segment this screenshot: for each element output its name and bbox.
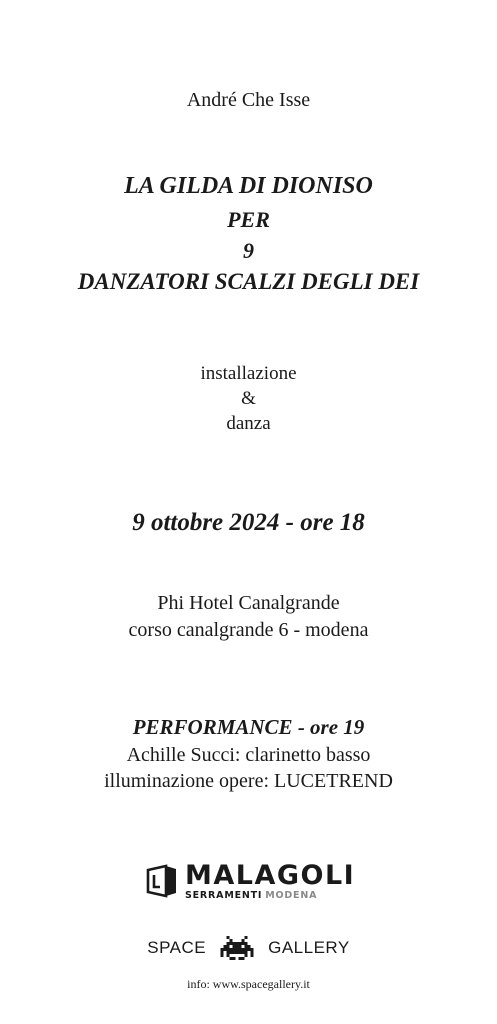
title-line-3: 9 — [243, 238, 254, 263]
venue-address: corso canalgrande 6 - modena — [128, 619, 369, 641]
performance-title: PERFORMANCE - ore 19 — [132, 715, 365, 739]
space-invader-icon — [220, 936, 254, 960]
subtitle-line-2: & — [241, 388, 256, 409]
sponsor-subtitle-main: SERRAMENTI — [185, 889, 263, 901]
info-website: info: www.spacegallery.it — [187, 977, 310, 991]
title-line-4: DANZATORI SCALZI DEGLI DEI — [77, 269, 420, 294]
performance-line-1: Achille Succi: clarinetto basso — [126, 744, 371, 766]
event-date: 9 ottobre 2024 - ore 18 — [132, 509, 365, 536]
subtitle-line-1: installazione — [200, 363, 297, 384]
venue-name: Phi Hotel Canalgrande — [157, 592, 340, 614]
sponsor-subtitle — [185, 891, 355, 901]
subtitle-line-3: danza — [226, 413, 271, 434]
performance-line-2: illuminazione opere: LUCETREND — [104, 770, 393, 792]
title-line-2: PER — [227, 207, 270, 232]
author-name: André Che Isse — [186, 89, 311, 111]
sponsor-name: MALAGOLI — [185, 859, 356, 891]
gallery-word-left: SPACE — [147, 938, 207, 957]
title-line-1: LA GILDA DI DIONISO — [124, 173, 373, 199]
malagoli-logo-icon — [146, 864, 178, 898]
sponsor-logo — [146, 858, 355, 904]
sponsor-subtitle-accent: MODENA — [265, 889, 318, 901]
space-gallery-logo — [0, 936, 497, 960]
gallery-word-right: GALLERY — [268, 938, 350, 957]
